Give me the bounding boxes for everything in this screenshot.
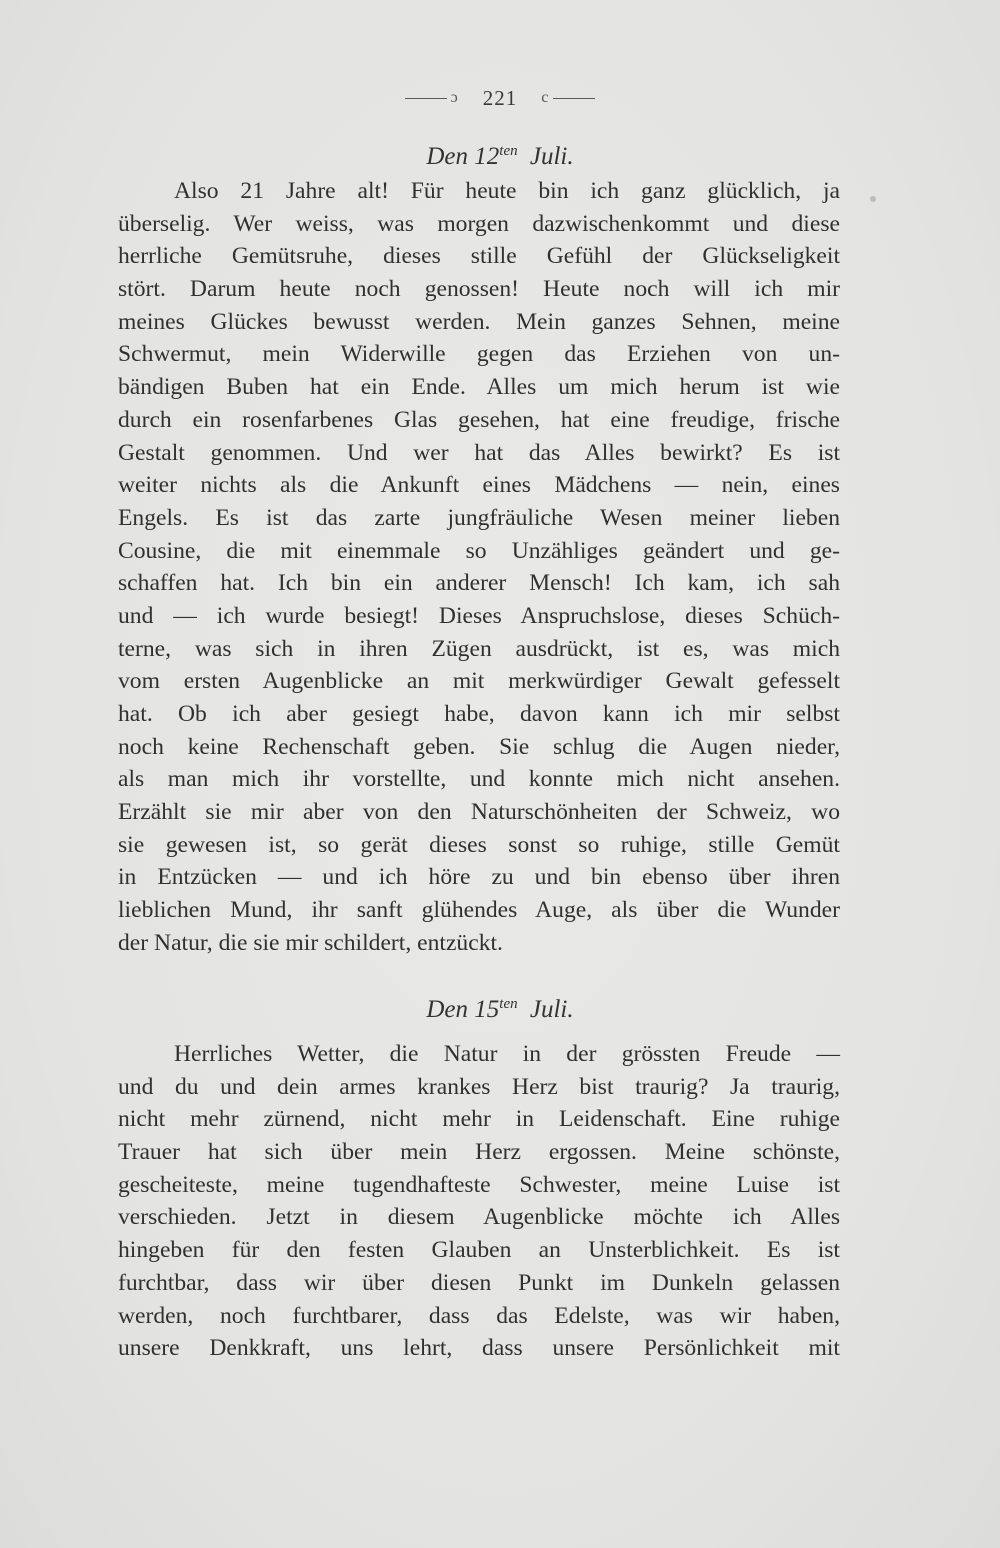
text-line: werden, noch furchtbarer, dass das Edelste, was wir haben, <box>118 1302 840 1329</box>
text-line: Gestalt genommen. Und wer hat das Alles bewirkt? Es ist <box>118 439 840 466</box>
entry-title-month: Juli. <box>529 143 574 170</box>
text-line: bändigen Buben hat ein Ende. Alles um mich herum ist wie <box>118 374 840 401</box>
text-line: unsere Denkkraft, uns lehrt, dass unsere Persönlichkeit mit <box>118 1335 840 1362</box>
entry-body-2 <box>118 1038 840 1365</box>
header-rule-left <box>405 98 447 99</box>
text-line: und du und dein armes krankes Herz bist traurig? Ja traurig, <box>118 1073 840 1100</box>
entry-title-2 <box>0 996 1000 1024</box>
entry-title-prefix: Den <box>426 996 469 1023</box>
text-line: als man mich ihr vorstellte, und konnte mich nicht ansehen. <box>118 766 840 793</box>
text-line: Cousine, die mit einemmale so Unzähliges geändert und ge- <box>118 537 840 564</box>
text-line: herrliche Gemütsruhe, dieses stille Gefühl der Glückseligkeit <box>118 243 840 270</box>
text-line: hat. Ob ich aber gesiegt habe, davon kann ich mir selbst <box>118 701 840 727</box>
text-line: furchtbar, dass wir über diesen Punkt im Dunkeln gelassen <box>118 1269 840 1296</box>
header-rule-right <box>553 98 595 99</box>
text-line: nicht mehr zürnend, nicht mehr in Leidenschaft. Eine ruhige <box>118 1106 840 1133</box>
text-line: vom ersten Augenblicke an mit merkwürdiger Gewalt gefesselt <box>118 668 840 695</box>
text-line: lieblichen Mund, ihr sanft glühendes Auge, als über die Wunder <box>118 897 840 924</box>
text-line: Schwermut, mein Widerwille gegen das Erziehen von un- <box>118 341 840 368</box>
entry-title-day: 15 <box>474 996 500 1023</box>
header-ornament-left: ɔ <box>450 89 459 107</box>
text-line: der Natur, die sie mir schildert, entzückt. <box>118 929 503 956</box>
text-line: sie gewesen ist, so gerät dieses sonst so ruhige, stille Gemüt <box>118 831 840 858</box>
entry-title-suffix: ten <box>499 143 518 159</box>
text-line: Trauer hat sich über mein Herz ergossen. Meine schönste, <box>118 1139 840 1166</box>
text-line: schaffen hat. Ich bin ein anderer Mensch! Ich kam, ich sah <box>118 570 840 597</box>
text-line: Also 21 Jahre alt! Für heute bin ich ganz glücklich, ja <box>174 178 840 204</box>
header-ornament-right: c <box>541 89 550 107</box>
page-number: 221 <box>482 85 518 110</box>
entry-title-prefix: Den <box>426 143 469 170</box>
text-line: Engels. Es ist das zarte jungfräuliche Wesen meiner lieben <box>118 504 840 531</box>
entry-body-1 <box>118 175 840 960</box>
text-line: meines Glückes bewusst werden. Mein ganzes Sehnen, meine <box>118 308 840 335</box>
text-line: gescheiteste, meine tugendhafteste Schwester, meine Luise ist <box>118 1171 840 1198</box>
text-line: überselig. Wer weiss, was morgen dazwischenkommt und diese <box>118 210 840 237</box>
text-line: Herrliches Wetter, die Natur in der grössten Freude — <box>174 1041 840 1067</box>
entry-title-1 <box>0 143 1000 171</box>
text-line: verschieden. Jetzt in diesem Augenblicke möchte ich Alles <box>118 1204 840 1231</box>
text-line: Erzählt sie mir aber von den Naturschönheiten der Schweiz, wo <box>118 799 840 826</box>
text-line: in Entzücken — und ich höre zu und bin ebenso über ihren <box>118 864 840 891</box>
text-line: noch keine Rechenschaft geben. Sie schlug die Augen nieder, <box>118 733 840 760</box>
text-line: durch ein rosenfarbenes Glas gesehen, hat eine freudige, frische <box>118 406 840 433</box>
text-line: weiter nichts als die Ankunft eines Mädchens — nein, eines <box>118 472 840 499</box>
text-line: hingeben für den festen Glauben an Unsterblichkeit. Es ist <box>118 1237 840 1264</box>
entry-title-month: Juli. <box>529 996 574 1023</box>
running-header <box>0 84 1000 111</box>
text-line: terne, was sich in ihren Zügen ausdrückt, ist es, was mich <box>118 635 840 662</box>
text-line: und — ich wurde besiegt! Dieses Anspruchslose, dieses Schüch- <box>118 602 840 629</box>
entry-title-day: 12 <box>474 143 500 170</box>
paper-speck <box>870 196 876 202</box>
entry-title-suffix: ten <box>499 996 518 1012</box>
text-line: stört. Darum heute noch genossen! Heute noch will ich mir <box>118 276 840 303</box>
